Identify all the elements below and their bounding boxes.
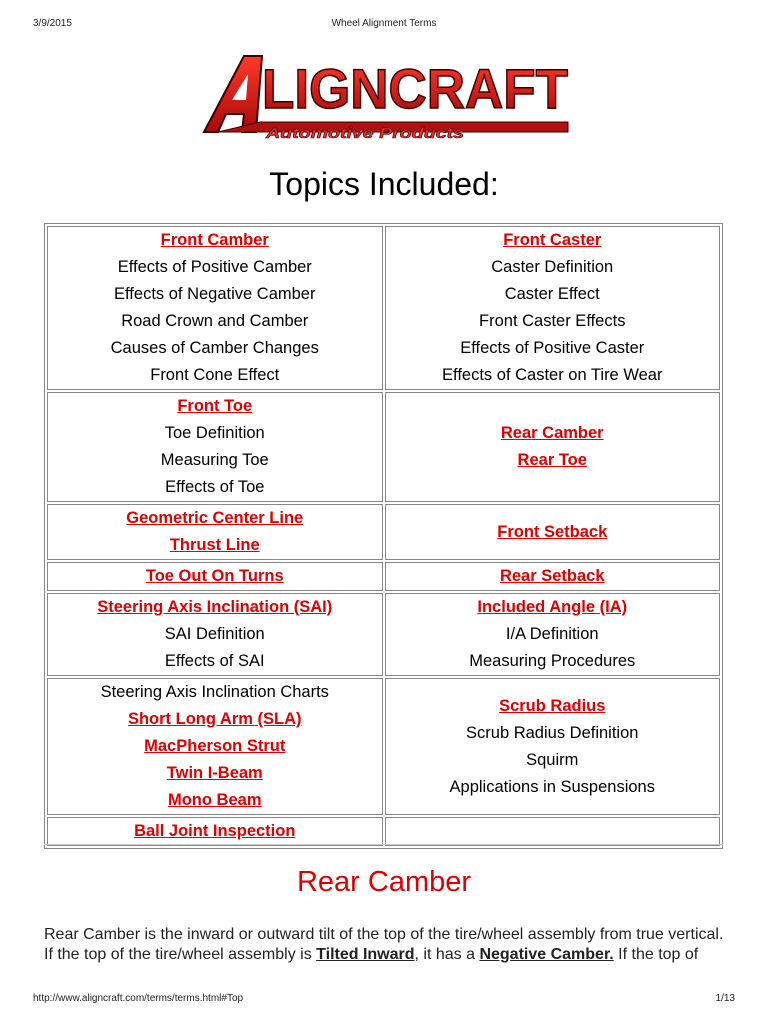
link-front-setback[interactable]: Front Setback (497, 522, 608, 541)
table-cell (385, 593, 721, 676)
table-cell (47, 678, 383, 815)
table-cell (47, 817, 383, 846)
logo-graphic (196, 52, 576, 142)
link-twin-i-beam[interactable]: Twin I-Beam (166, 764, 263, 782)
svg-text:Automotive Products: Automotive Products (264, 125, 464, 142)
table-cell (47, 504, 383, 560)
topic-item: Road Crown and Camber (121, 312, 309, 330)
table-row (47, 678, 720, 815)
paragraph-text: Rear Camber is the inward or outward tilt of the top of the tire/wheel assembly from true vertical. If the top of the tire/wheel assembly is (44, 926, 724, 963)
topic-item: Front Cone Effect (150, 366, 280, 384)
print-footer-url: http://www.aligncraft.com/terms/terms.html#Top (33, 993, 244, 1004)
link-mono-beam[interactable]: Mono Beam (167, 791, 262, 809)
topic-item: Effects of Positive Camber (117, 258, 312, 276)
table-cell (385, 678, 721, 815)
link-scrub-radius[interactable]: Scrub Radius (499, 696, 606, 715)
tilted-inward-term: Tilted Inward (316, 946, 415, 963)
link-short-long-arm[interactable]: Short Long Arm (SLA) (127, 710, 302, 728)
topic-item: Front Caster Effects (479, 312, 626, 330)
table-row (47, 392, 720, 502)
topics-heading: Topics Included: (269, 166, 499, 202)
link-rear-toe[interactable]: Rear Toe (517, 451, 587, 469)
table-cell (47, 392, 383, 502)
svg-text:LIGNCRAFT: LIGNCRAFT (262, 57, 568, 120)
topic-item: Effects of Caster on Tire Wear (442, 366, 663, 384)
table-cell (47, 593, 383, 676)
topic-item: Toe Definition (164, 424, 265, 442)
link-ball-joint-inspection[interactable]: Ball Joint Inspection (134, 822, 296, 840)
link-rear-camber[interactable]: Rear Camber (500, 424, 604, 442)
table-cell (47, 226, 383, 390)
section-divider (44, 844, 723, 845)
rear-camber-heading: Rear Camber (296, 866, 472, 898)
table-cell (385, 562, 721, 591)
topic-item: Steering Axis Inclination Charts (100, 683, 329, 701)
print-page-number: 1/13 (715, 993, 735, 1004)
table-cell (47, 562, 383, 591)
topic-item: Applications in Suspensions (449, 777, 655, 796)
table-row (47, 562, 720, 591)
link-front-toe[interactable]: Front Toe (177, 397, 253, 415)
link-front-camber[interactable]: Front Camber (160, 231, 269, 249)
link-geometric-center-line[interactable]: Geometric Center Line (126, 509, 304, 527)
link-rear-setback[interactable]: Rear Setback (499, 567, 605, 585)
topic-item: Effects of Toe (165, 478, 265, 496)
topic-item: SAI Definition (164, 625, 265, 643)
print-date: 3/9/2015 (33, 18, 72, 29)
topics-table (44, 223, 723, 849)
table-cell (385, 392, 721, 502)
table-row (47, 504, 720, 560)
topic-item: Caster Definition (491, 258, 614, 276)
table-cell-empty (385, 817, 721, 846)
paragraph-text: If the top of (613, 946, 699, 963)
table-cell (385, 504, 721, 560)
topic-item: I/A Definition (505, 625, 599, 643)
topic-item: Effects of SAI (164, 652, 265, 670)
print-page-title: Wheel Alignment Terms (331, 18, 437, 29)
table-row (47, 226, 720, 390)
topic-item: Measuring Toe (160, 451, 269, 469)
topic-item: Scrub Radius Definition (466, 723, 639, 742)
table-cell (385, 226, 721, 390)
link-macpherson-strut[interactable]: MacPherson Strut (144, 737, 286, 755)
topic-item: Causes of Camber Changes (110, 339, 319, 357)
paragraph-text: , it has a (414, 946, 480, 963)
topic-item: Effects of Negative Camber (114, 285, 316, 303)
link-front-caster[interactable]: Front Caster (503, 231, 602, 249)
rear-camber-paragraph (44, 925, 724, 965)
link-sai[interactable]: Steering Axis Inclination (SAI) (97, 598, 333, 616)
topic-item: Measuring Procedures (469, 652, 636, 670)
topic-item: Caster Effect (504, 285, 600, 303)
topic-item: Squirm (526, 750, 579, 769)
link-toe-out-on-turns[interactable]: Toe Out On Turns (145, 567, 284, 585)
aligncraft-logo[interactable] (196, 52, 576, 142)
negative-camber-term: Negative Camber. (479, 946, 614, 963)
table-row (47, 593, 720, 676)
table-row (47, 817, 720, 846)
topic-item: Effects of Positive Caster (460, 339, 645, 357)
link-included-angle[interactable]: Included Angle (IA) (477, 598, 628, 616)
link-thrust-line[interactable]: Thrust Line (169, 536, 260, 554)
